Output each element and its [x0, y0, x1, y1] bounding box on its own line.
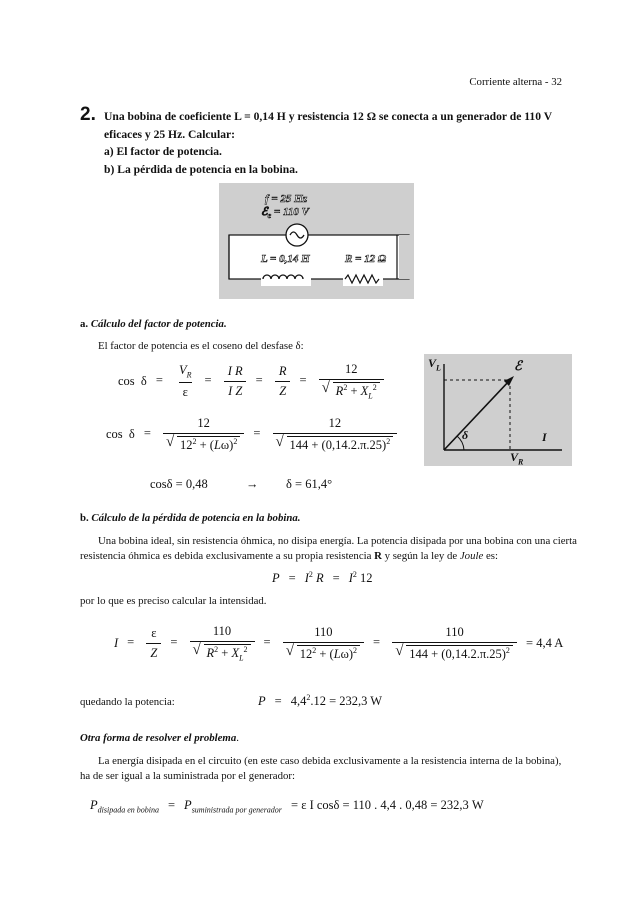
- remaining-power-text: quedando la potencia:: [80, 696, 175, 708]
- section-a-intro: El factor de potencia es el coseno del desfase δ:: [98, 340, 304, 352]
- circuit-drawing: [219, 183, 414, 299]
- phasor-vl-label: $V_L$: [428, 356, 441, 373]
- section-b-paragraph-1: Una bobina ideal, sin resistencia óhmica, no disipa energía. La potencia disipada por una bobina con una cierta: [98, 535, 577, 547]
- alt-method-heading: Otra forma de resolver el problema.: [80, 732, 239, 744]
- alt-method-line-2: ha de ser igual a la suministrada por el generador:: [80, 770, 295, 782]
- cos-result: cosδ = 0,48: [150, 477, 208, 491]
- equation-cos-numeric: cos δ = 12 √ $12^2 + (L\omega)^2$ = 12 √ $144 + (0,14.2.\pi.25)^2$: [106, 416, 397, 453]
- phasor-vr-label: $V_R$: [510, 450, 524, 467]
- phasor-delta-label: δ: [462, 428, 469, 442]
- section-b-heading: b. Cálculo de la pérdida de potencia en la bobina.: [80, 512, 301, 524]
- alt-method-line-1: La energía disipada en el circuito (en este caso debida exclusivamente a la resistencia interna de la bobina),: [98, 755, 562, 767]
- problem-line: b) La pérdida de potencia en la bobina.: [104, 162, 298, 176]
- phasor-drawing: [424, 354, 572, 466]
- problem-line: eficaces y 25 Hz. Calcular:: [104, 127, 236, 141]
- equation-energy-balance: $P_{disipada en bobina} = P_{suministrada por generador} = \varepsilon$ I cosδ = 110 . 4,4 . 0,48 = 232,3 W: [90, 798, 484, 815]
- section-a-heading: a. Cálculo del factor de potencia.: [80, 318, 227, 330]
- equation-power: $P = 4,4^2.12 = 232,3$ W: [258, 693, 383, 709]
- problem-number: 2.: [80, 104, 96, 125]
- problem-line: a) El factor de potencia.: [104, 145, 222, 158]
- phasor-current-label: I: [542, 430, 547, 444]
- section-b-paragraph-2: resistencia óhmica es debida exclusivamente a su propia resistencia R y según la ley de Joule es:: [80, 550, 498, 562]
- emf-phasor: [444, 380, 510, 450]
- equation-joule: $P = I^2$ $R = I^2$ 12: [272, 570, 373, 586]
- angle-result: δ = 61,4°: [286, 477, 333, 491]
- equation-current: I = $\frac{\varepsilon}{Z}$ = 110 √ $R^2 + X_L^2$ = 110 √ $12^2 + (L\omega)^2$ = 110 √ $144 + (0,14.2.\pi.25)^2$ = 4,4 A: [114, 624, 563, 663]
- problem-statement: [104, 108, 566, 178]
- current-result: = 4,4 A: [526, 635, 564, 650]
- phasor-diagram: [424, 354, 572, 466]
- problem-line: Una bobina de coeficiente L = 0,14 H y resistencia 12 Ω se conecta a un generador de 110 V: [104, 110, 553, 123]
- equation-cos-ratio: cos δ = $\frac{V_R}{\varepsilon}$ = $\frac{\text{I R}}{\text{I Z}}$ = $\frac{R}{Z}$ = 12 √ $R^2 + X_L^2$: [118, 362, 384, 401]
- frequency-label: f = 25 Hz: [265, 193, 308, 205]
- need-current-text: por lo que es preciso calcular la intensidad.: [80, 595, 267, 607]
- circuit-diagram: [219, 183, 414, 299]
- resistor-label: R = 12 Ω: [345, 253, 387, 265]
- inductor-label: L = 0,14 H: [261, 253, 310, 265]
- emf-label: ℰ$_e$ = 110 V: [261, 206, 309, 221]
- power-result: = 232,3 W: [329, 694, 383, 709]
- page-header: Corriente alterna - 32: [469, 76, 562, 88]
- implies-arrow: →: [246, 477, 259, 491]
- phasor-emf-label: ℰ: [514, 358, 522, 373]
